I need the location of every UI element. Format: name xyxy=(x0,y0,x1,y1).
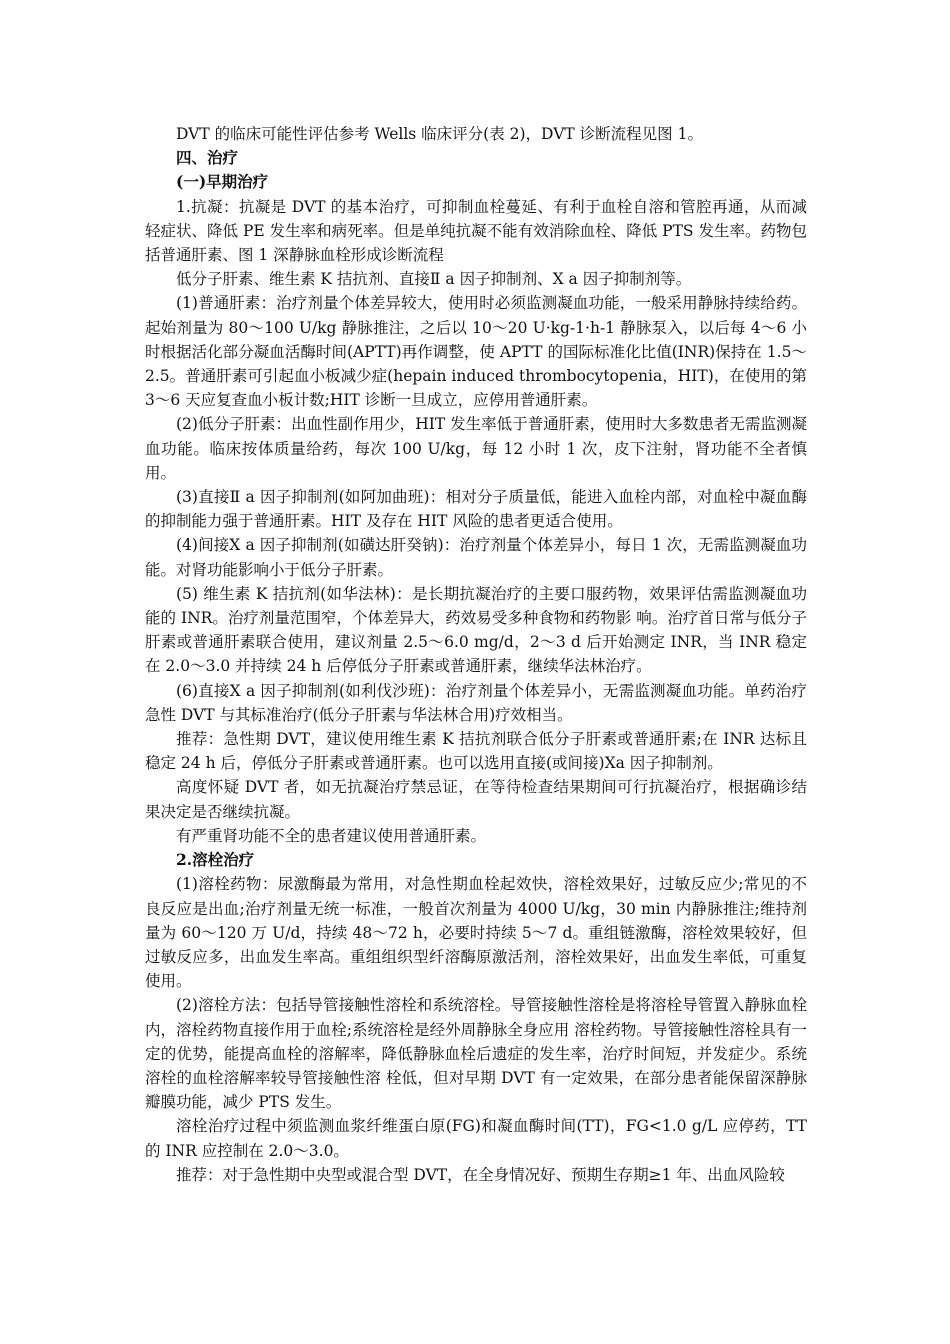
body-paragraph: (2)溶栓方法：包括导管接触性溶栓和系统溶栓。导管接触性溶栓是将溶栓导管置入静脉血栓内，溶栓药物直接作用于血栓;系统溶栓是经外周静脉全身应用 溶栓药物。导管接触性溶栓具有一定的优势，能提高血栓的溶解率，降低静脉血栓后遗症的发生率，治疗时间短，并发症少。系统溶栓的血栓溶解率较导管接触性溶 栓低，但对早期 DVT 有一定效果，在部分患者能保留深静脉瓣膜功能，减少 PTS 发生。 xyxy=(145,996,807,1112)
body-paragraph: (2)低分子肝素：出血性副作用少，HIT 发生率低于普通肝素，使用时大多数患者无需监测凝血功能。临床按体质量给药，每次 100 U/kg，每 12 小时 1 次，皮下注射，肾功能不全者慎用。 xyxy=(145,415,807,482)
body-paragraph: (4)间接Ⅹ a 因子抑制剂(如磺达肝癸钠)：治疗剂量个体差异小，每日 1 次，无需监测凝血功能。对肾功能影响小于低分子肝素。 xyxy=(145,536,807,579)
body-paragraph: 低分子肝素、维生素 K 拮抗剂、直接Ⅱ a 因子抑制剂、Ⅹ a 因子抑制剂等。 xyxy=(176,270,692,289)
body-paragraph: (6)直接Ⅹ a 因子抑制剂(如利伐沙班)：治疗剂量个体差异小，无需监测凝血功能。单药治疗急性 DVT 与其标准治疗(低分子肝素与华法林合用)疗效相当。 xyxy=(145,681,807,724)
body-paragraph: (3)直接Ⅱ a 因子抑制剂(如阿加曲班)：相对分子质量低，能进入血栓内部，对血栓中凝血酶的抑制能力强于普通肝素。HIT 及存在 HIT 风险的患者更适合使用。 xyxy=(145,488,807,531)
section-heading: 2.溶栓治疗 xyxy=(176,850,255,870)
body-paragraph: 推荐：对于急性期中央型或混合型 DVT，在全身情况好、预期生存期≥1 年、出血风险较 xyxy=(176,1165,785,1184)
section-heading: (一)早期治疗 xyxy=(176,172,269,192)
section-heading: 四、治疗 xyxy=(176,148,239,168)
body-paragraph: (5) 维生素 K 拮抗剂(如华法林)：是长期抗凝治疗的主要口服药物，效果评估需监测凝血功能的 INR。治疗剂量范围窄，个体差异大，药效易受多种食物和药物影 响。治疗首日常与低分子肝素或普通肝素联合使用，建议剂量 2.5～6.0 mg/d，2～3 d 后开始测定 INR，当 INR 稳定在 2.0～3.0 并持续 24 h 后停低分子肝素或普通肝素，继续华法林治疗。 xyxy=(145,584,807,676)
body-paragraph: 溶栓治疗过程中须监测血浆纤维蛋白原(FG)和凝血酶时间(TT)，FG<1.0 g/L 应停药，TT 的 INR 应控制在 2.0～3.0。 xyxy=(145,1117,807,1160)
body-paragraph: (1)溶栓药物：尿激酶最为常用，对急性期血栓起效快，溶栓效果好，过敏反应少;常见的不良反应是出血;治疗剂量无统一标准，一般首次剂量为 4000 U/kg，30 min 内静脉推注;维持剂量为 60～120 万 U/d，持续 48～72 h，必要时持续 5～7 d。重组链激酶，溶栓效果较好，但过敏反应多，出血发生率高。重组组织型纤溶酶原激活剂，溶栓效果好，出血发生率低，可重复使用。 xyxy=(145,875,807,991)
body-paragraph: 1.抗凝：抗凝是 DVT 的基本治疗，可抑制血栓蔓延、有利于血栓自溶和管腔再通，从而减轻症状、降低 PE 发生率和病死率。但是单纯抗凝不能有效消除血栓、降低 PTS 发生率。药物包括普通肝素、图 1 深静脉血栓形成诊断流程 xyxy=(145,197,807,265)
document-body xyxy=(145,122,807,1187)
body-paragraph: 推荐：急性期 DVT，建议使用维生素 K 拮抗剂联合低分子肝素或普通肝素;在 INR 达标且稳定 24 h 后，停低分子肝素或普通肝素。也可以选用直接(或间接)Ⅹa 因子抑制剂。 xyxy=(145,730,807,773)
body-paragraph: DVT 的临床可能性评估参考 Wells 临床评分(表 2)，DVT 诊断流程见图 1。 xyxy=(176,125,703,143)
body-paragraph: 高度怀疑 DVT 者，如无抗凝治疗禁忌证，在等待检查结果期间可行抗凝治疗，根据确诊结果决定是否继续抗凝。 xyxy=(145,778,807,821)
body-paragraph: (1)普通肝素：治疗剂量个体差异较大，使用时必须监测凝血功能，一般采用静脉持续给药。起始剂量为 80～100 U/kg 静脉推注，之后以 10～20 U·kg-1·h-1 静脉泵入，以后每 4～6 小时根据活化部分凝血活酶时间(APTT)再作调整，使 APTT 的国际标准化比值(INR)保持在 1.5～2.5。普通肝素可引起血小板减少症(hepain induced thrombocytopenia，HIT)，在使用的第 3～6 天应复查血小板计数;HIT 诊断一旦成立，应停用普通肝素。 xyxy=(145,294,807,410)
body-paragraph: 有严重肾功能不全的患者建议使用普通肝素。 xyxy=(176,826,487,845)
